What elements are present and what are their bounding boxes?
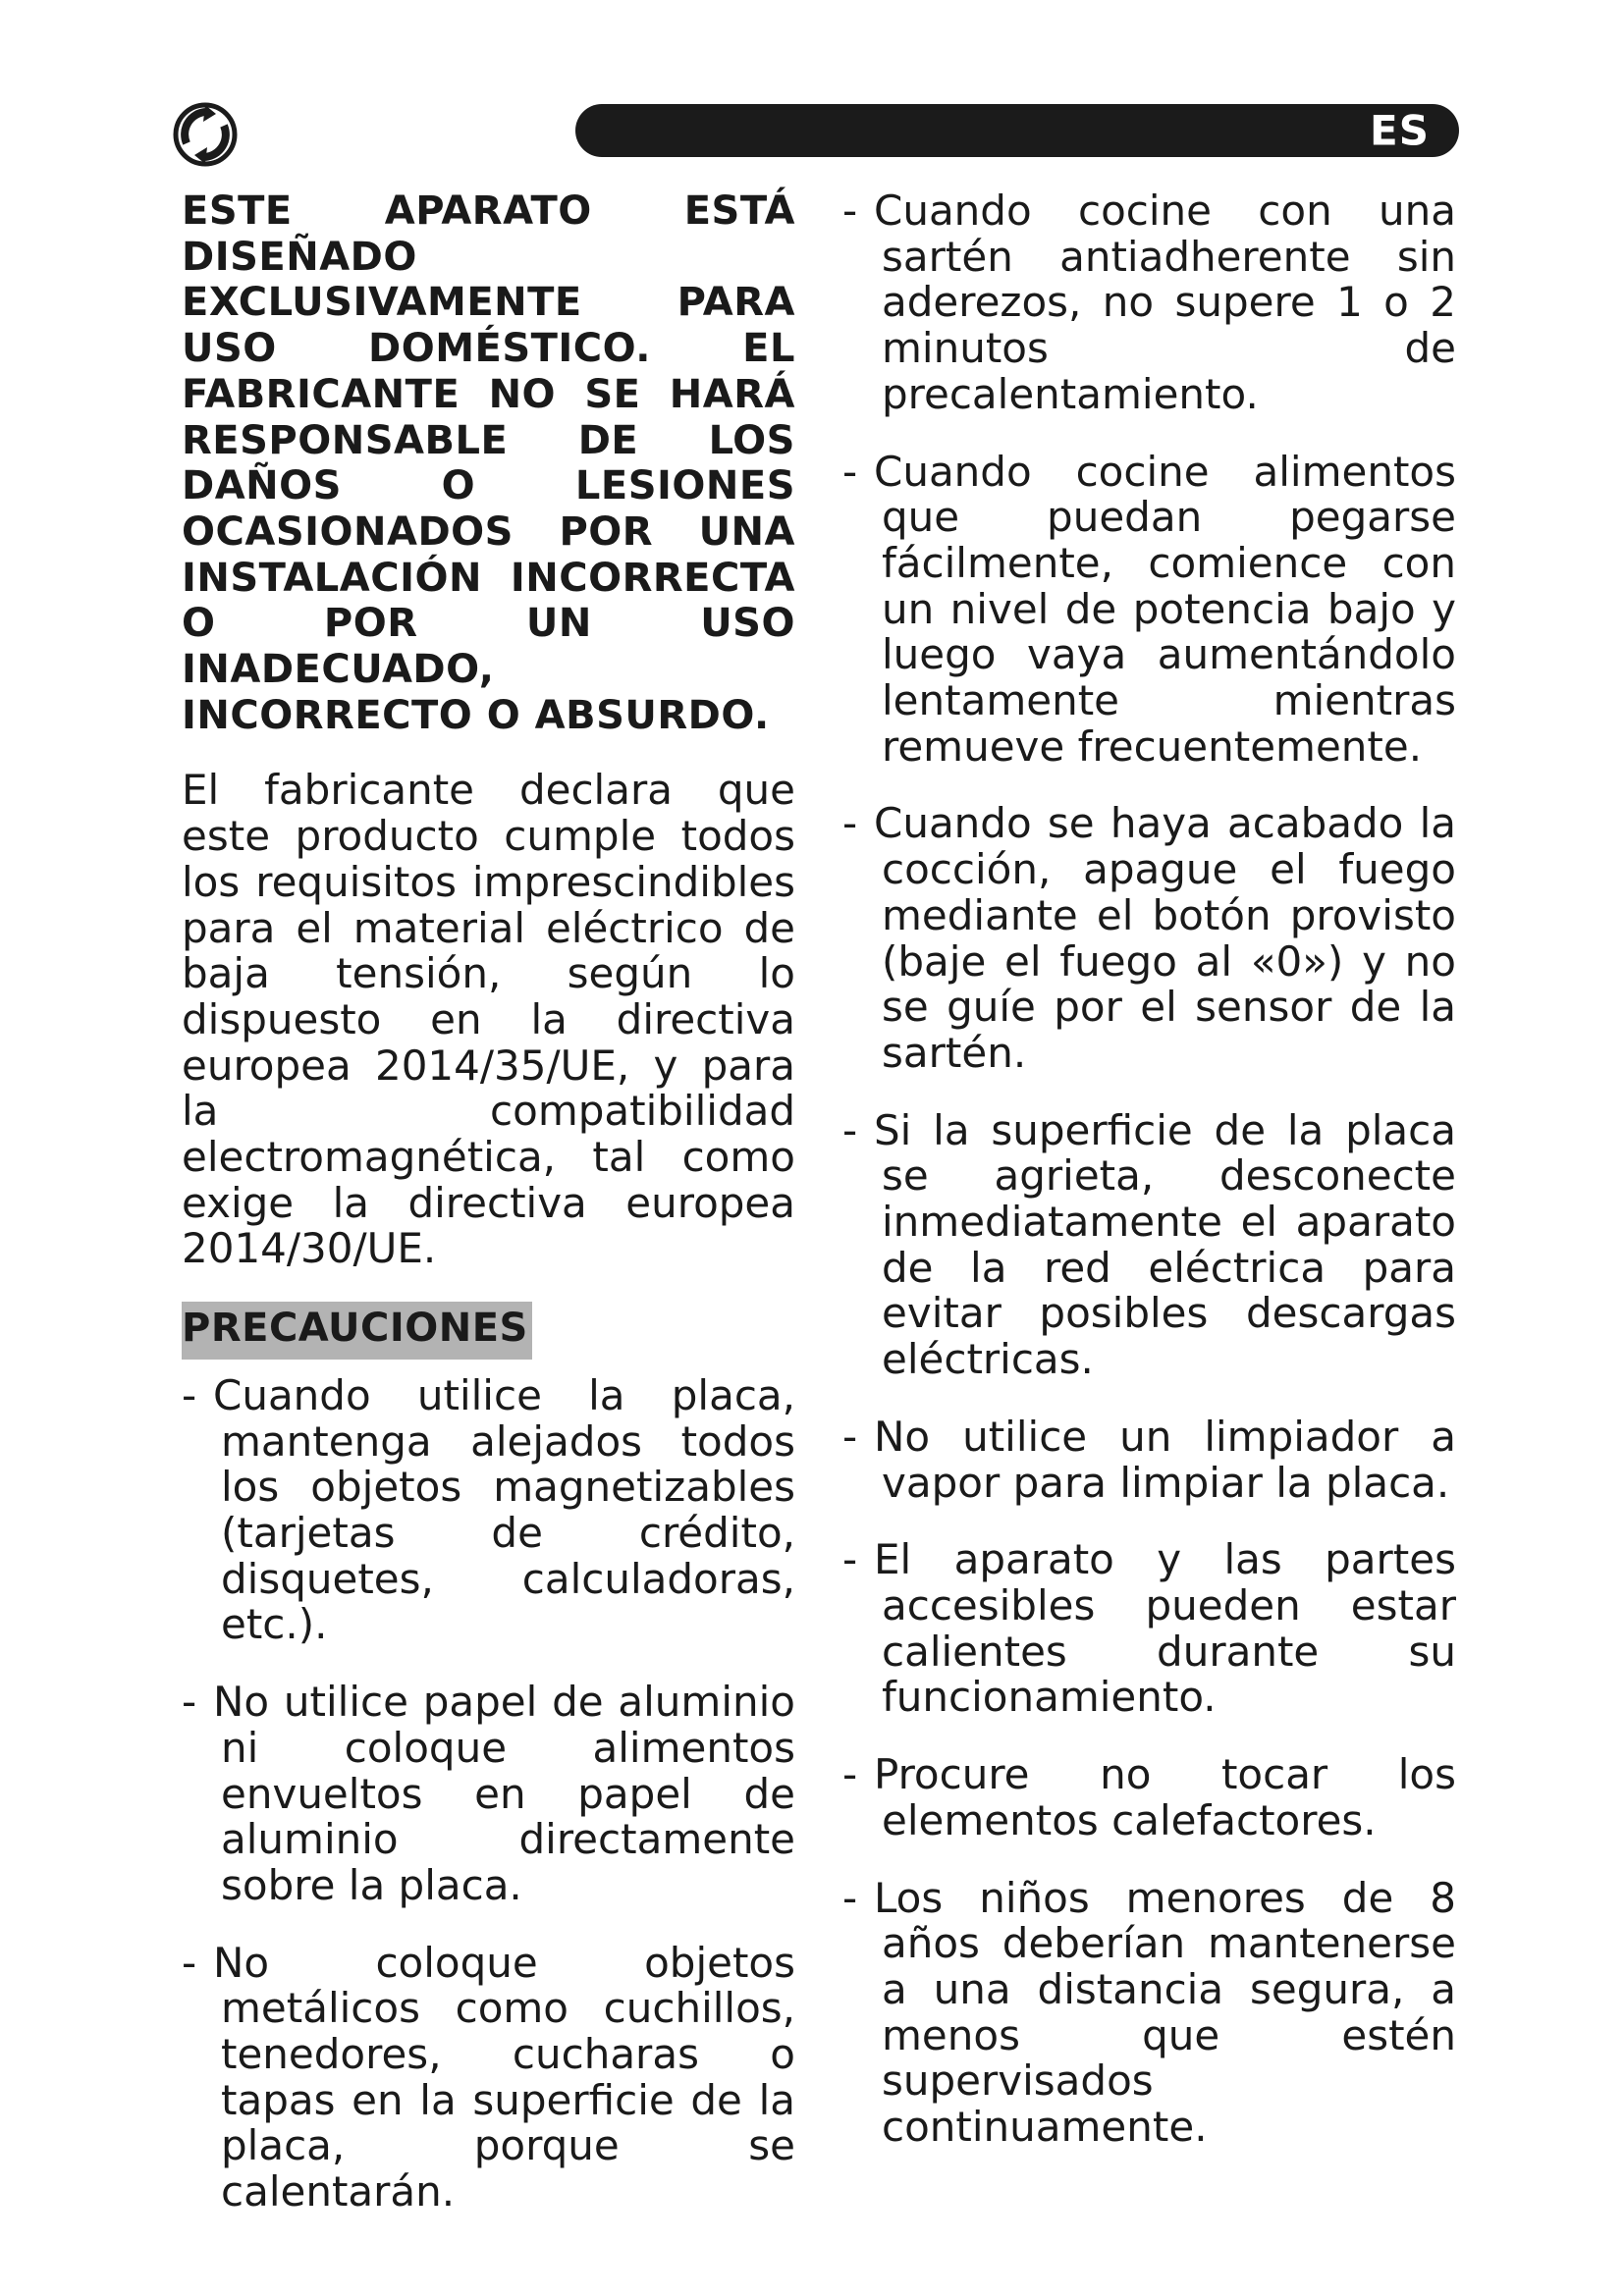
right-column [842, 188, 1456, 2182]
list-item: - No utilice papel de aluminio ni coloque alimentos envueltos en papel de aluminio directamente sobre la placa. [182, 1678, 795, 1909]
warning-paragraph: ESTE APARATO ESTÁ DISEÑADO EXCLUSIVAMENTE PARA USO DOMÉSTICO. EL FABRICANTE NO SE HARÁ RESPONSABLE DE LOS DAÑOS O LESIONES OCASIONADOS POR UNA INSTALACIÓN INCORRECTA O POR UN USO INADECUADO, INCORRECTO O ABSURDO. [182, 188, 795, 738]
list-item: - Cuando cocine alimentos que puedan pegarse fácilmente, comience con un nivel de potencia bajo y luego vaya aumentándolo lentamente mientras remueve frecuentemente. [842, 447, 1456, 771]
recycling-logo-icon [173, 102, 238, 167]
list-item: - Cuando cocine con una sartén antiadherente sin aderezos, no supere 1 o 2 minutos de precalentamiento. [842, 187, 1456, 418]
list-item: - Procure no tocar los elementos calefactores. [842, 1750, 1456, 1844]
left-column [182, 188, 795, 2247]
list-item: - Si la superficie de la placa se agrieta, desconecte inmediatamente el aparato de la red eléctrica para evitar posibles descargas eléctricas. [842, 1105, 1456, 1384]
language-code: ES [1370, 106, 1430, 155]
declaration-paragraph: El fabricante declara que este producto cumple todos los requisitos imprescindibles para el material eléctrico de baja tensión, según lo dispuesto en la directiva europea 2014/35/UE, y para la compatibilidad electromagnética, tal como exige la directiva europea 2014/30/UE. [182, 766, 795, 1273]
language-header-bar [575, 104, 1459, 157]
list-item: - Cuando se haya acabado la cocción, apague el fuego mediante el botón provisto (baje el fuego al «0») y no se guíe por el sensor de la sartén. [842, 799, 1456, 1077]
list-item: - No coloque objetos metálicos como cuchillos, tenedores, cucharas o tapas en la superficie de la placa, porque se calentarán. [182, 1938, 795, 2216]
list-item: - Los niños menores de 8 años deberían mantenerse a una distancia segura, a menos que estén supervisados continuamente. [842, 1873, 1456, 2152]
list-item: - Cuando utilice la placa, mantenga alejados todos los objetos magnetizables (tarjetas de crédito, disquetes, calculadoras, etc.). [182, 1370, 795, 1649]
list-item: - El aparato y las partes accesibles pueden estar calientes durante su funcionamiento. [842, 1535, 1456, 1722]
precautions-heading: PRECAUCIONES [182, 1302, 532, 1360]
list-item: - No utilice un limpiador a vapor para limpiar la placa. [842, 1412, 1456, 1507]
